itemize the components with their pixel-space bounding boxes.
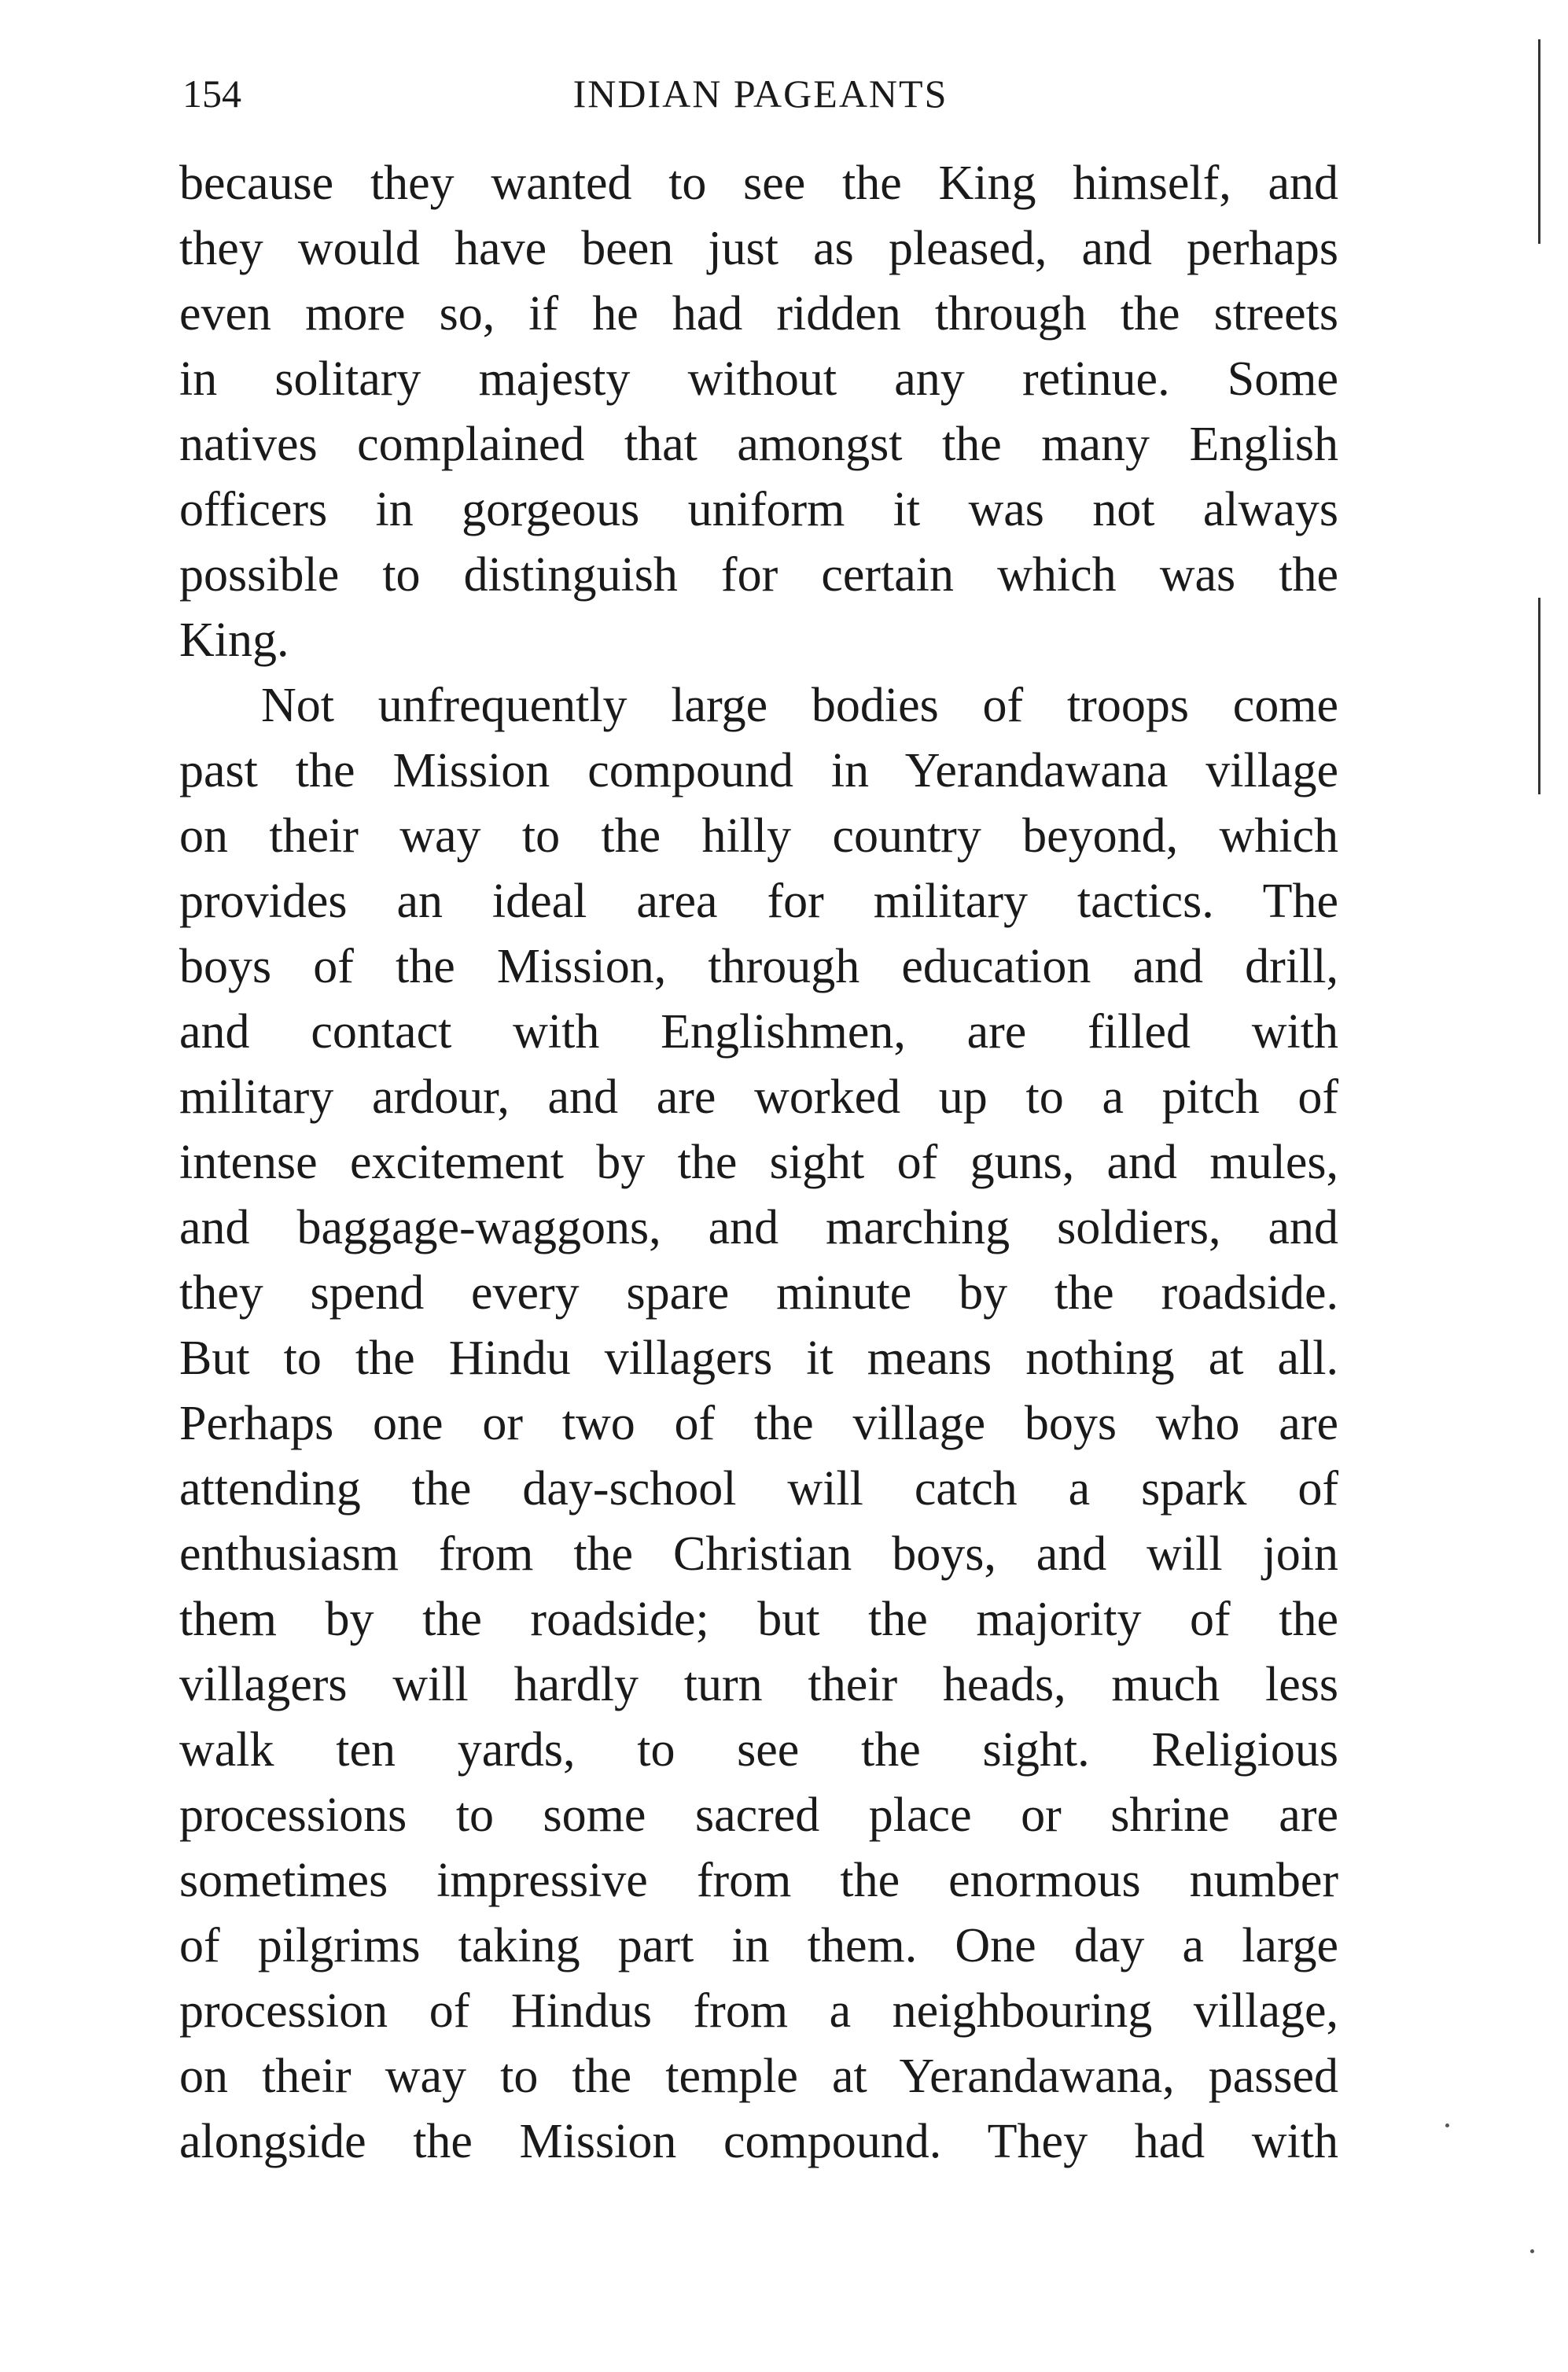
text-line: villagers will hardly turn their heads, much less xyxy=(179,1658,1338,1711)
text-line: of pilgrims taking part in them. One day a large xyxy=(179,1919,1338,1972)
text-line: possible to distinguish for certain which was the xyxy=(179,548,1338,602)
paragraph-start-line: Not unfrequently large bodies of troops come xyxy=(261,679,1338,732)
scan-edge-mark xyxy=(1538,598,1540,794)
text-line: procession of Hindus from a neighbouring village, xyxy=(179,1984,1338,2038)
text-line: natives complained that amongst the many English xyxy=(179,418,1338,471)
text-line: sometimes impressive from the enormous number xyxy=(179,1854,1338,1907)
text-line: them by the roadside; but the majority of the xyxy=(179,1593,1338,1646)
scan-speck xyxy=(1445,2123,1449,2127)
scan-edge-mark xyxy=(1538,39,1540,244)
text-line: they would have been just as pleased, and perhaps xyxy=(179,222,1338,275)
body-text xyxy=(179,151,1338,2175)
text-line: officers in gorgeous uniform it was not always xyxy=(179,483,1338,536)
text-line: military ardour, and are worked up to a pitch of xyxy=(179,1070,1338,1124)
text-line: even more so, if he had ridden through the streets xyxy=(179,287,1338,341)
text-line: in solitary majesty without any retinue. Some xyxy=(179,352,1338,406)
text-line: and baggage-waggons, and marching soldiers, and xyxy=(179,1201,1338,1254)
running-head xyxy=(182,66,1338,121)
text-line: But to the Hindu villagers it means nothing at all. xyxy=(179,1331,1338,1385)
text-line: provides an ideal area for military tactics. The xyxy=(179,875,1338,928)
text-line: on their way to the hilly country beyond, which xyxy=(179,809,1338,863)
text-line: boys of the Mission, through education and drill, xyxy=(179,940,1338,993)
text-line: attending the day-school will catch a spark of xyxy=(179,1462,1338,1516)
text-line: walk ten yards, to see the sight. Religious xyxy=(179,1723,1338,1777)
text-line: Perhaps one or two of the village boys who are xyxy=(179,1397,1338,1450)
text-line: on their way to the temple at Yerandawana, passed xyxy=(179,2050,1338,2103)
running-title: INDIAN PAGEANTS xyxy=(572,72,948,116)
text-line: alongside the Mission compound. They had with xyxy=(179,2115,1338,2168)
scan-speck xyxy=(1530,2249,1534,2253)
text-line: past the Mission compound in Yerandawana village xyxy=(179,744,1338,797)
text-line: intense excitement by the sight of guns, and mules, xyxy=(179,1136,1338,1189)
text-line: and contact with Englishmen, are filled with xyxy=(179,1005,1338,1059)
text-line: enthusiasm from the Christian boys, and will join xyxy=(179,1527,1338,1581)
page-number: 154 xyxy=(182,72,241,116)
text-line: King. xyxy=(179,613,289,667)
text-line: because they wanted to see the King himself, and xyxy=(179,157,1338,210)
text-line: processions to some sacred place or shrine are xyxy=(179,1788,1338,1842)
text-line: they spend every spare minute by the roadside. xyxy=(179,1266,1338,1320)
